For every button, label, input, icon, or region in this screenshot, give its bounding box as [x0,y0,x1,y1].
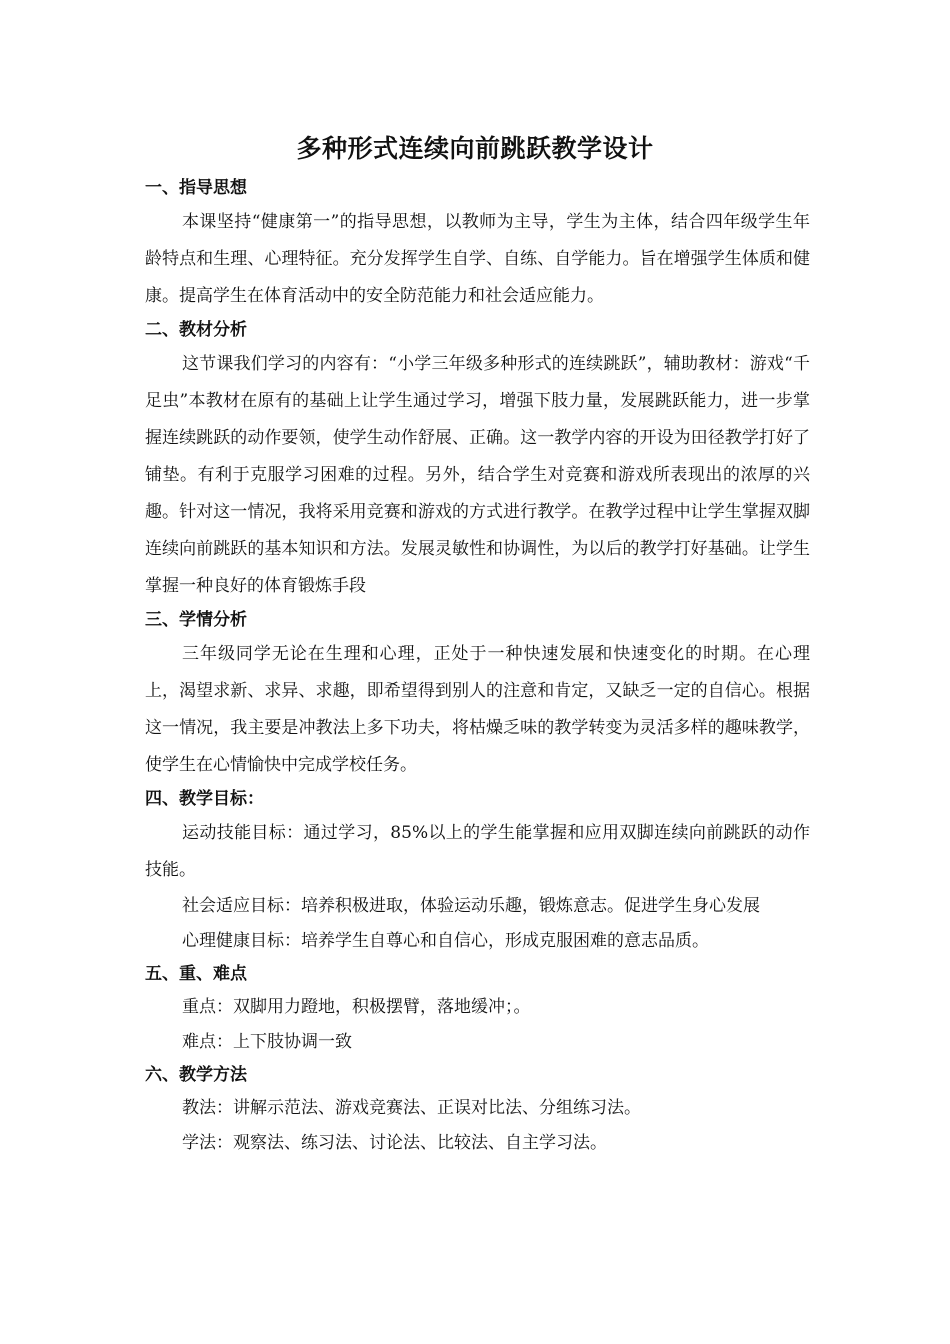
paragraph: 本课坚持“健康第一”的指导思想，以教师为主导，学生为主体，结合四年级学生年龄特点和生理、心理特征。充分发挥学生自学、自练、自学能力。旨在增强学生体质和健康。提高学生在体育活动中的安全防范能力和社会适应能力。 [145,212,810,306]
section-key-difficult-points [145,959,810,1060]
paragraph: 教法：讲解示范法、游戏竞赛法、正误对比法、分组练习法。 [182,1098,641,1118]
section-heading: 三、学情分析 [145,610,247,630]
section-material-analysis [145,315,810,605]
section-heading: 四、教学目标： [145,789,264,809]
section-heading: 二、教材分析 [145,320,247,340]
section-student-analysis [145,605,810,784]
paragraph: 重点：双脚用力蹬地，积极摆臂，落地缓冲；。 [182,997,531,1017]
paragraph: 这节课我们学习的内容有：“小学三年级多种形式的连续跳跃”，辅助教材：游戏“千足虫”本教材在原有的基础上让学生通过学习，增强下肢力量，发展跳跃能力，进一步掌握连续跳跃的动作要领，使学生动作舒展、正确。这一教学内容的开设为田径教学打好了铺垫。有利于克服学习困难的过程。另外，结合学生对竞赛和游戏所表现出的浓厚的兴趣。针对这一情况，我将采用竞赛和游戏的方式进行教学。在教学过程中让学生掌握双脚连续向前跳跃的基本知识和方法。发展灵敏性和协调性，为以后的教学打好基础。让学生掌握一种良好的体育锻炼手段 [145,354,810,596]
section-heading: 六、教学方法 [145,1065,247,1085]
paragraph: 社会适应目标：培养积极进取，体验运动乐趣，锻炼意志。促进学生身心发展 [182,896,760,916]
document-title: 多种形式连续向前跳跃教学设计 [296,134,654,163]
document-body [145,173,810,1161]
paragraph: 难点：上下肢协调一致 [182,1032,352,1052]
paragraph: 心理健康目标：培养学生自尊心和自信心，形成克服困难的意志品质。 [182,931,709,951]
paragraph: 学法：观察法、练习法、讨论法、比较法、自主学习法。 [182,1133,607,1153]
section-teaching-methods [145,1060,810,1161]
section-heading: 五、重、难点 [145,964,247,984]
section-heading: 一、指导思想 [145,178,247,198]
section-guiding-ideology [145,173,810,315]
section-teaching-goals [145,784,810,959]
paragraph: 三年级同学无论在生理和心理，正处于一种快速发展和快速变化的时期。在心理上，渴望求新、求异、求趣，即希望得到别人的注意和肯定，又缺乏一定的自信心。根据这一情况，我主要是冲教法上多下功夫，将枯燥乏味的教学转变为灵活多样的趣味教学，使学生在心情愉快中完成学校任务。 [145,644,810,775]
paragraph: 运动技能目标：通过学习，85%以上的学生能掌握和应用双脚连续向前跳跃的动作技能。 [145,823,810,880]
